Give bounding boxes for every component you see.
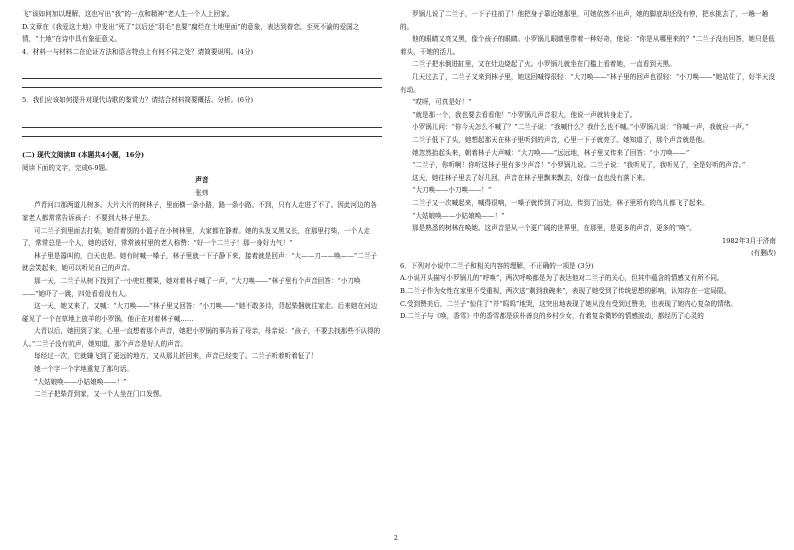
option-b: B.二兰子作为女性在家里不受重视，两次送“剩到我碗来”，表现了她受到了传统思想的影响，认知存在一定局限。 <box>400 287 731 296</box>
paragraph: 二兰子又一次喊起来，喊得很响，一嗓子就传到了河边，传到了远处，林子里所有的鸟儿都飞了起来。 <box>412 198 709 207</box>
paragraph: 小罗锅儿问：“你今天怎么不喊了？”二兰子说：“我喊什么？我什么也不喊。”小罗锅儿说：“你喊一声，我就应一声。” <box>412 123 749 132</box>
paragraph: 林子里是嚣叫的，白天也是。她有时喊一嗓子，林子里就一下子静下来，接着就是回声：“大——刀——唤——”二兰子就会笑起来，她可以听见自己的声音。 <box>22 251 378 273</box>
option-c: C.受到赞美后，二兰子“惊住了”并“呜呜”地哭，这突出地表现了她从没有受到过赞美，也表现了她内心复杂的情绪。 <box>400 299 737 308</box>
section-intro: 阅读下面的文字，完成6-9题。 <box>22 163 112 172</box>
question-6: 6．下列对小说中二兰子和相关内容的理解，不正确的一项是 (3分) <box>400 261 594 270</box>
left-column <box>22 8 382 401</box>
answer-line <box>22 136 382 137</box>
paragraph: 她忽然抬起头来，朝着林子大声喊：“大刀唤——”远远地，林子里又传来了回答：“小刀唤——” <box>412 148 690 157</box>
paragraph: 芦青河口那两道儿树多。大片大片的树林子，里面横一条小路，路一条小路。不到，只有人走进了不了。因此河边的各家老人都常常告诉孩子：不要到大林子里去。 <box>22 201 377 222</box>
story-date: 1982年3月于济南 <box>722 236 776 245</box>
paragraph: 几天过去了，二兰子又来到林子里，她这回喊得很轻：“大刀唤——”林子里的回声也很轻：“小刀唤——”她站住了，好半天没有动。 <box>400 72 775 94</box>
paragraph: 这天，她往林子里去了好几回，声音在林子里飘来飘去，好像一直也没有落下来。 <box>412 173 650 182</box>
paragraph: “大刀唤——小刀唤——！” <box>412 186 492 195</box>
paragraph: 她一个字一个字地重复了那句话。 <box>34 365 133 374</box>
paragraph: “大姑娘唤——小姑娘唤——！” <box>412 211 505 220</box>
story-title: 声音 <box>195 176 209 185</box>
paragraph: 每经过一次，它就嫌飞到了更远的地方，又从那儿折回来，声音已经变了。二兰子听着听着怔了！ <box>34 352 318 361</box>
option-d: D.二兰子与《唤，香雪》中的香雪都是质朴善良的乡村少女，有着复杂微妙的情感波动，都经历了心灵的 <box>400 312 704 321</box>
answer-line <box>22 78 382 79</box>
answer-line <box>22 127 382 128</box>
right-column <box>400 8 776 323</box>
story-source: (有删改) <box>751 249 776 258</box>
text-line: 飞”该如何加以理解，这也写出“我”的一点和精神“老人生一个人上回家。 <box>22 10 234 18</box>
option-a: A.小说开头描写小罗锅儿的“呼唤”，两次呼唤都是为了表达他对二兰子的关心，但其中蕴含的情感又有所不同。 <box>400 274 724 283</box>
paragraph: 罗锅儿说了二兰子，一下子往前了！他把身子靠近她那里，可她依然不出声，她的脚底却还没有停，把水挑去了，一趟一趟的。 <box>400 10 769 31</box>
paragraph: 二兰子低下了头，她想起那天在林子里听到的声音，心里一下子就亮了。她知道了，那个声音就是他。 <box>412 135 709 144</box>
section-title: (二) 现代文阅读Ⅱ (本题共4小题，16分) <box>22 150 145 159</box>
paragraph: “哎呀，可真是好！” <box>412 98 472 107</box>
paragraph: 这一天，她又来了，又喊：“大刀唤——”林子里又回答：“小刀唤——”她不敢多待，背起柴捆就往家走。后来她在河边碰见了一个在草地上放羊的小罗锅，他正在对着林子喊…… <box>22 302 378 323</box>
question-5: 5．我们应该如何提升对现代诗歌的鉴赏力？请结合材料简要概括、分析。(6分) <box>22 96 254 105</box>
text-line: D.文章在《我爱这土地》中发出“死了”以后还“羽毛”也要“腐烂在土地里面”的意象，表达到眷恋，至死不渝的爱国之情，“土地”在诗中具有象征意义。 <box>22 22 360 44</box>
page-number: 2 <box>394 535 398 542</box>
paragraph: 可二兰子到里面去打柴，她背着别的小篮子在小树林里，大家都在静着。她的头发又黑又长，在那里打柴，一个人走了，常常总是一个人，她的活好，常常被村里的老人称赞：“好一个二兰子！那一身好力气！” <box>22 226 371 248</box>
text-line: 4．材料一与材料二在论证方法和语言特点上有何不同之处？请简要说明。(4分) <box>22 47 254 56</box>
paragraph: 大青以后，她回到了家，心里一直想着那个声音，她把小罗锅的事告诉了母亲，母亲说：“孩子，不要去找那些不认得的人。”二兰子没有吭声，她知道，那个声音是好人的声音。 <box>22 327 381 348</box>
story-author: 张炜 <box>195 188 209 197</box>
paragraph: “就是那一个，我也要去看看他！”小罗锅儿声音很大，他说一声就转身走了。 <box>412 110 637 119</box>
paragraph: “大姑娘唤——小姑娘唤——！” <box>34 377 127 386</box>
paragraph: 二兰子把水倒进缸里，又在灶边烧起了火。小罗锅儿就坐在门槛上看着她，一直看到天黑。 <box>412 60 676 69</box>
paragraph: 他的眼睛又亮又黑，像个孩子的眼睛。小罗锅儿眼睛里带着一种好奇，他说：“你是从哪里来的？”二兰子没有回答，她只是低着头，干她的活儿。 <box>400 35 775 56</box>
paragraph: “二兰子，你听啊！你听这林子里有多少声音！”小罗锅儿说。二兰子说：“我听见了，我听见了，全是好听的声音。” <box>412 161 746 170</box>
answer-line <box>22 87 382 88</box>
paragraph: 二兰子把柴背到家，又一个人坐在门口发愣。 <box>34 390 166 399</box>
paragraph: 那一天，二兰子从树下找到了一小兜红樱果，她对着林子喊了一声，“大刀唤——”林子里有个声音回答：“小刀唤——”她吓了一跳，四处看看没有人。 <box>22 276 361 298</box>
paragraph: 那是熟悉的树林在唤她。这声音是从一个更广阔的世界里，在那里，是更多的声音，更多的“唤”。 <box>412 224 696 233</box>
